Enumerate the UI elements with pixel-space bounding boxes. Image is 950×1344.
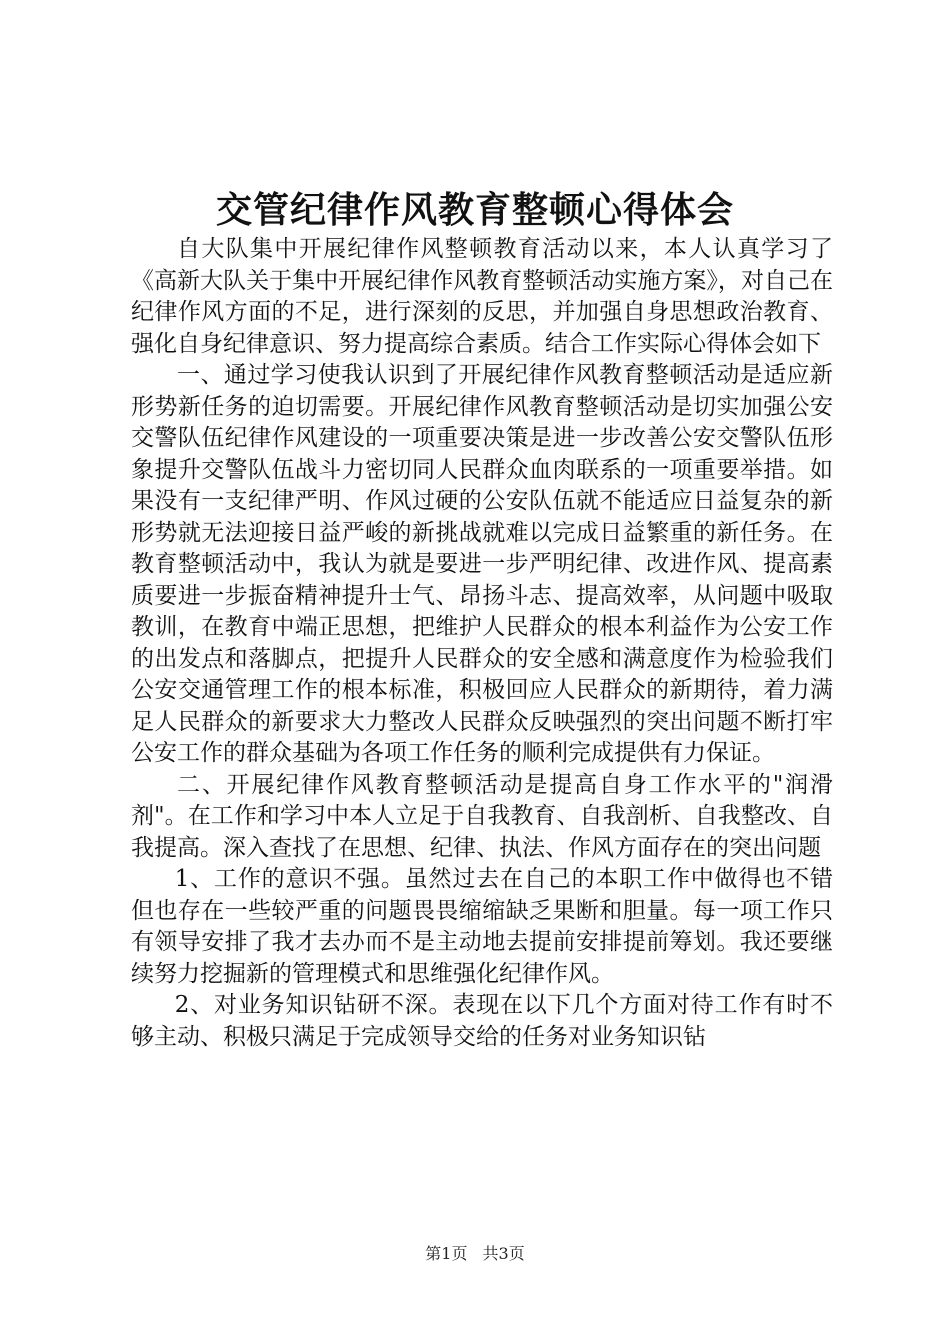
paragraph-intro: 自大队集中开展纪律作风整顿教育活动以来，本人认真学习了《高新大队关于集中开展纪律作风教育整顿活动实施方案》，对自己在纪律作风方面的不足，进行深刻的反思，并加强自身思想政治教育、强化自身纪律意识、努力提高综合素质。结合工作实际心得体会如下 [131,236,833,357]
paragraph-section-two: 二、开展纪律作风教育整顿活动是提高自身工作水平的"润滑剂"。在工作和学习中本人立足于自我教育、自我剖析、自我整改、自我提高。深入查找了在思想、纪律、执法、作风方面存在的突出问题 [131,771,833,861]
paragraph-item-one: 1、工作的意识不强。虽然过去在自己的本职工作中做得也不错但也存在一些较严重的问题畏畏缩缩缺乏果断和胆量。每一项工作只有领导安排了我才去办而不是主动地去提前安排提前筹划。我还要继续努力挖掘新的管理模式和思维强化纪律作风。 [131,866,833,987]
page-number-total: 共3页 [482,1244,525,1263]
page-number-current: 第1页 [425,1244,468,1263]
paragraph-item-two: 2、对业务知识钻研不深。表现在以下几个方面对待工作有时不够主动、积极只满足于完成领导交给的任务对业务知识钻 [131,992,833,1050]
page-footer [0,1242,950,1266]
document-title: 交管纪律作风教育整顿心得体会 [215,189,734,231]
document-body [131,234,833,1053]
paragraph-section-one: 一、通过学习使我认识到了开展纪律作风教育整顿活动是适应新形势新任务的迫切需要。开展纪律作风教育整顿活动是切实加强公安交警队伍纪律作风建设的一项重要决策是进一步改善公安交警队伍形象提升交警队伍战斗力密切同人民群众血肉联系的一项重要举措。如果没有一支纪律严明、作风过硬的公安队伍就不能适应日益复杂的新形势就无法迎接日益严峻的新挑战就难以完成日益繁重的新任务。在教育整顿活动中，我认为就是要进一步严明纪律、改进作风、提高素质要进一步振奋精神提升士气、昂扬斗志、提高效率，从问题中吸取教训，在教育中端正思想，把维护人民群众的根本利益作为公安工作的出发点和落脚点，把提升人民群众的安全感和满意度作为检验我们公安交通管理工作的根本标准，积极回应人民群众的新期待，着力满足人民群众的新要求大力整改人民群众反映强烈的突出问题不断打牢公安工作的群众基础为各项工作任务的顺利完成提供有力保证。 [131,362,833,766]
